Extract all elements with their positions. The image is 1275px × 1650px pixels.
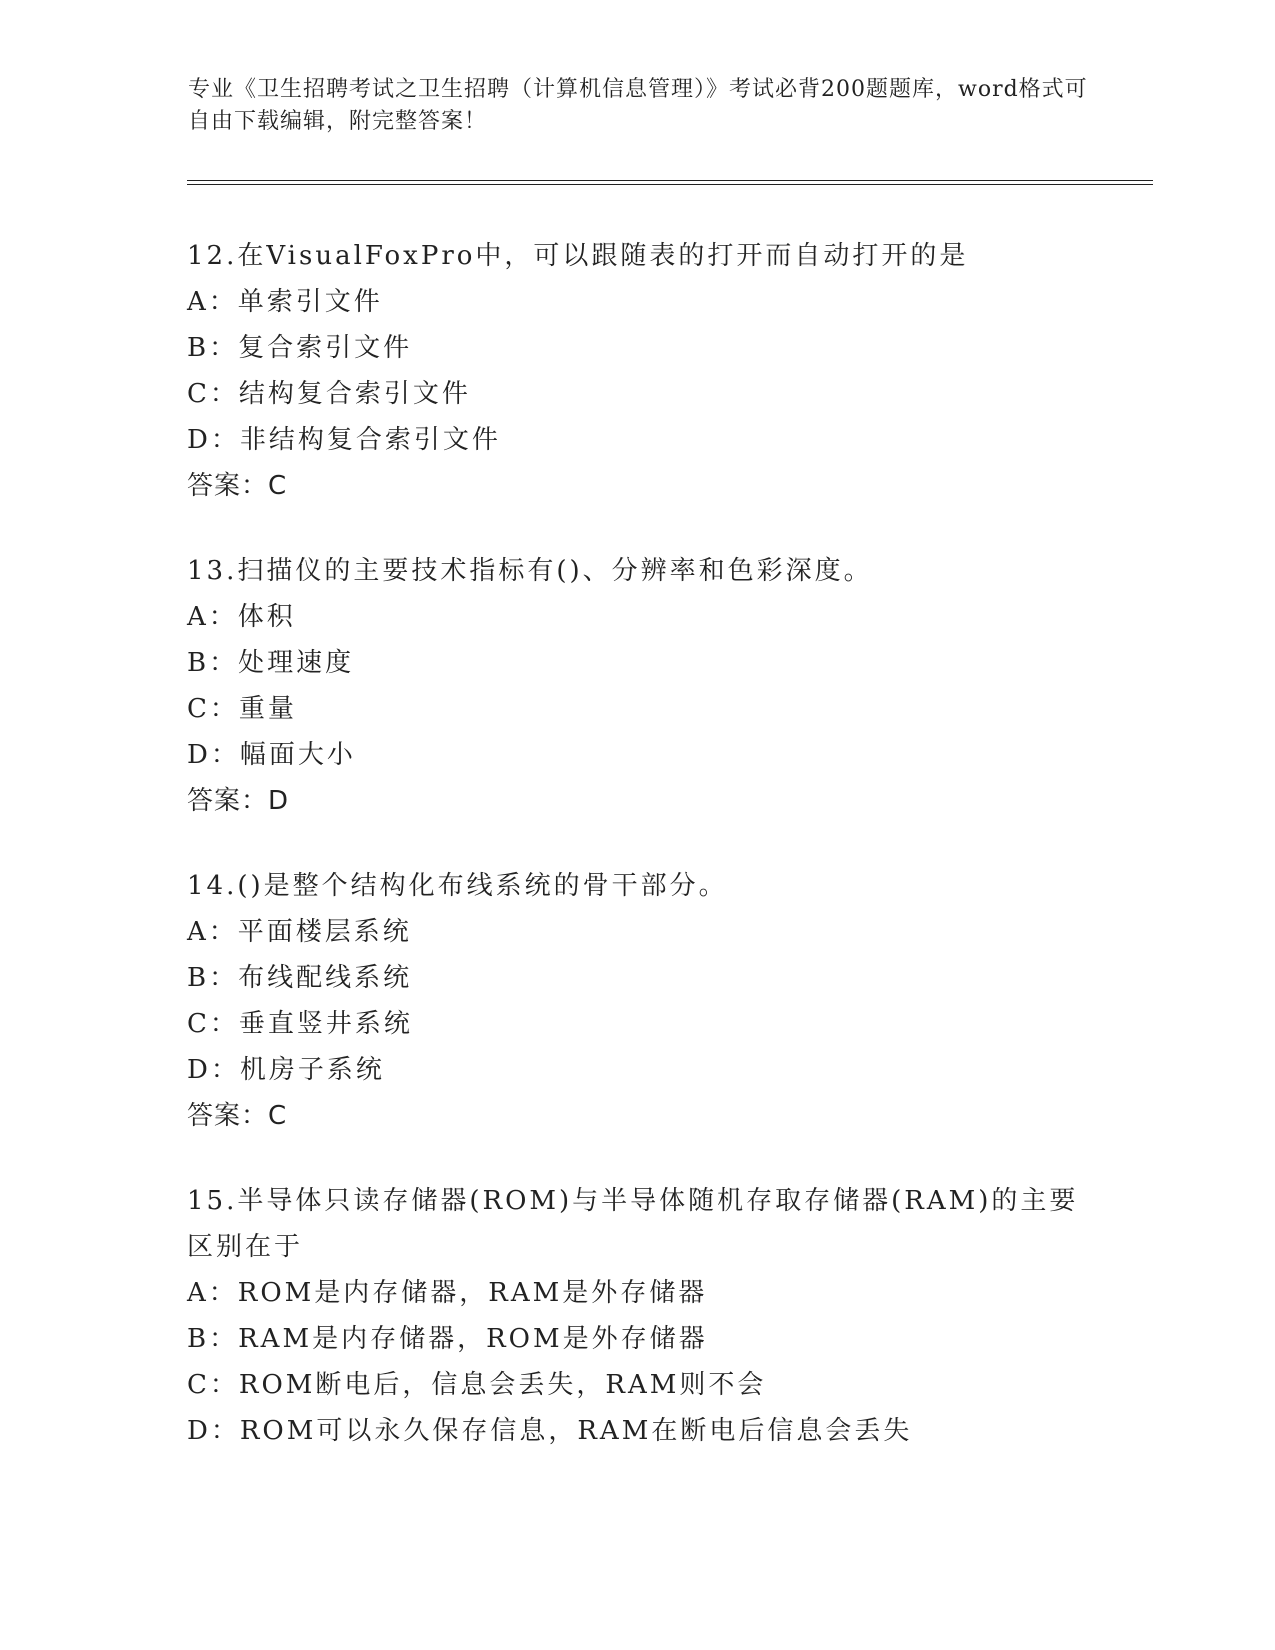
option-b: B：处理速度 bbox=[187, 648, 355, 678]
question-15 bbox=[187, 1178, 1087, 1454]
question-list bbox=[187, 233, 1087, 1493]
answer-line: 答案：C bbox=[187, 1101, 288, 1131]
option-b: B：复合索引文件 bbox=[187, 333, 413, 363]
option-c: C：ROM断电后，信息会丢失，RAM则不会 bbox=[187, 1370, 767, 1400]
option-c: C：重量 bbox=[187, 694, 297, 724]
option-d: D：非结构复合索引文件 bbox=[187, 425, 501, 455]
option-b: B：布线配线系统 bbox=[187, 963, 413, 993]
option-a: A：体积 bbox=[187, 602, 296, 632]
answer-line: 答案：D bbox=[187, 786, 290, 816]
option-c: C：垂直竖井系统 bbox=[187, 1009, 413, 1039]
option-a: A：ROM是内存储器，RAM是外存储器 bbox=[187, 1278, 708, 1308]
header-divider-line-bottom bbox=[187, 184, 1153, 185]
document-header: 专业《卫生招聘考试之卫生招聘（计算机信息管理）》考试必背200题题库，word格式可自由下载编辑，附完整答案！ bbox=[188, 77, 1088, 134]
question-stem: 14.()是整个结构化布线系统的骨干部分。 bbox=[187, 871, 728, 901]
option-d: D：机房子系统 bbox=[187, 1055, 385, 1085]
option-c: C：结构复合索引文件 bbox=[187, 379, 471, 409]
header-divider-line-top bbox=[187, 180, 1153, 181]
option-a: A：单索引文件 bbox=[187, 287, 383, 317]
question-13 bbox=[187, 548, 1087, 824]
question-stem: 12.在VisualFoxPro中，可以跟随表的打开而自动打开的是 bbox=[187, 241, 969, 271]
option-b: B：RAM是内存储器，ROM是外存储器 bbox=[187, 1324, 708, 1354]
question-14 bbox=[187, 863, 1087, 1139]
answer-line: 答案：C bbox=[187, 471, 288, 501]
question-12 bbox=[187, 233, 1087, 509]
option-d: D：幅面大小 bbox=[187, 740, 356, 770]
option-d: D：ROM可以永久保存信息，RAM在断电后信息会丢失 bbox=[187, 1416, 913, 1446]
option-a: A：平面楼层系统 bbox=[187, 917, 412, 947]
question-stem: 13.扫描仪的主要技术指标有()、分辨率和色彩深度。 bbox=[187, 556, 873, 586]
question-stem: 15.半导体只读存储器(ROM)与半导体随机存取存储器(RAM)的主要区别在于 bbox=[187, 1186, 1079, 1262]
